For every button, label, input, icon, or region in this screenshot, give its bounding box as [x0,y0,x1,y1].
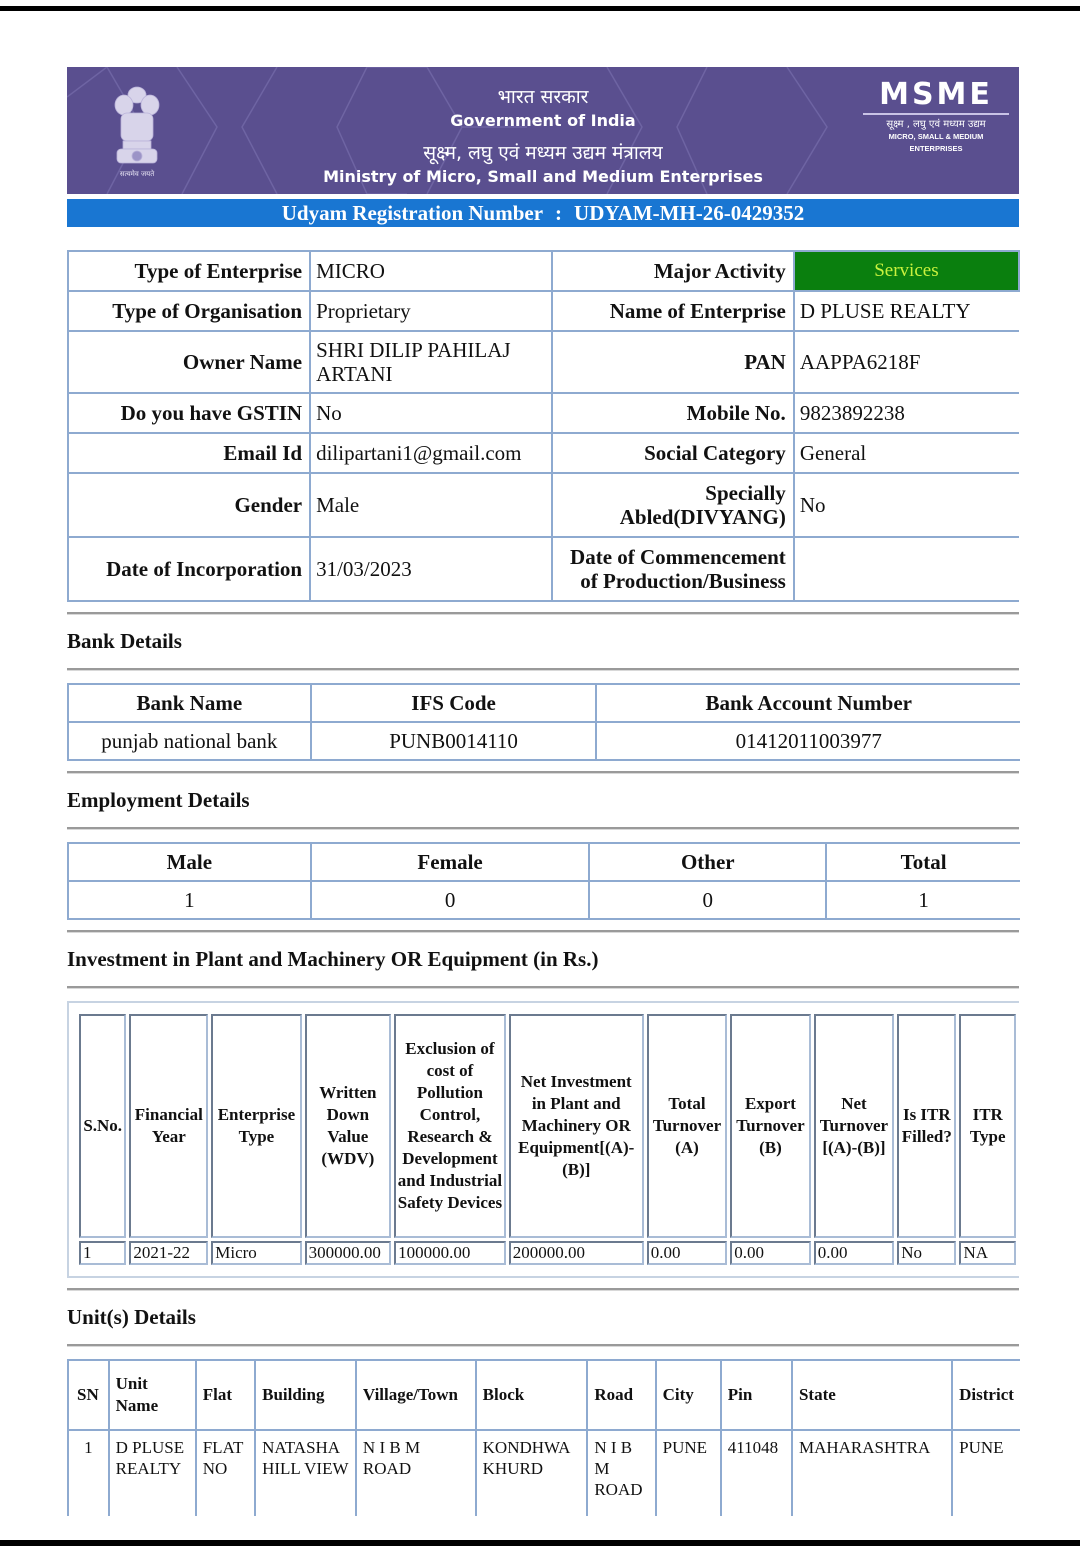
account-number-value: 01412011003977 [596,722,1020,760]
msme-logo-hindi: सूक्ष्म , लघु एवं मध्यम उद्यम [886,119,986,130]
account-number-header: Bank Account Number [596,684,1020,722]
other-count: 0 [589,881,826,919]
gstin-label: Do you have GSTIN [68,393,310,433]
top-border [0,6,1080,11]
table-row [68,331,1019,393]
female-count: 0 [311,881,590,919]
road-header: Road [587,1360,655,1430]
wdv-header: Written Down Value (WDV) [305,1014,392,1238]
net-investment-value: 200000.00 [509,1241,644,1265]
flat-header: Flat [196,1360,255,1430]
investment-table [76,1011,1019,1268]
wdv-value: 300000.00 [305,1241,392,1265]
itr-type-header: ITR Type [959,1014,1016,1238]
table-row [68,537,1019,601]
email-value: dilipartani1@gmail.com [310,433,552,473]
name-of-enterprise-value: D PLUSE REALTY [794,291,1019,331]
svg-text:सत्यमेव जयते: सत्यमेव जयते [119,170,155,178]
unit-details-heading: Unit(s) Details [67,1305,196,1329]
state-value: MAHARASHTRA [792,1430,952,1516]
village-town-header: Village/Town [356,1360,476,1430]
employment-details-heading: Employment Details [67,788,250,812]
investment-table-container [67,1001,1019,1278]
export-turnover-header: Export Turnover (B) [730,1014,810,1238]
sno-value: 1 [79,1241,126,1265]
total-turnover-header: Total Turnover (A) [647,1014,727,1238]
name-of-enterprise-label: Name of Enterprise [552,291,794,331]
govt-title: Government of India [450,111,636,130]
male-count: 1 [68,881,311,919]
type-of-enterprise-label: Type of Enterprise [68,251,310,291]
enterprise-type-header: Enterprise Type [211,1014,301,1238]
sn-header: SN [68,1360,109,1430]
bank-name-value: punjab national bank [68,722,311,760]
type-of-enterprise-value: MICRO [310,251,552,291]
msme-logo-text: MSME [879,77,993,112]
owner-name-label: Owner Name [68,331,310,393]
registration-number-bar [67,199,1019,227]
table-row [68,433,1019,473]
financial-year-header: Financial Year [129,1014,208,1238]
district-value: PUNE [952,1430,1020,1516]
table-row [68,722,1020,760]
table-row [68,251,1019,291]
date-of-commencement-label: Date of Commencement of Production/Business [552,537,794,601]
social-category-label: Social Category [552,433,794,473]
flat-value: FLAT NO [196,1430,255,1516]
table-row [68,473,1019,537]
social-category-value: General [794,433,1019,473]
table-header-row [79,1014,1016,1238]
table-header-row [68,684,1020,722]
date-of-commencement-value [794,537,1019,601]
unit-details-table [67,1359,1020,1516]
ministry-title: Ministry of Micro, Small and Medium Enterprises [323,167,763,186]
table-header-row [68,843,1020,881]
msme-logo-english: MICRO, SMALL & MEDIUM ENTERPRISES [888,132,984,153]
gender-label: Gender [68,473,310,537]
total-count: 1 [826,881,1020,919]
specially-abled-value: No [794,473,1019,537]
exclusion-cost-value: 100000.00 [394,1241,506,1265]
gstin-value: No [310,393,552,433]
major-activity-value: Services [794,251,1019,291]
mobile-value: 9823892238 [794,393,1019,433]
registration-label: Udyam Registration Number [281,201,544,225]
type-of-organisation-value: Proprietary [310,291,552,331]
financial-year-value: 2021-22 [129,1241,208,1265]
pan-value: AAPPA6218F [794,331,1019,393]
email-label: Email Id [68,433,310,473]
city-header: City [656,1360,721,1430]
registration-separator: : [555,201,563,225]
pin-value: 411048 [721,1430,792,1516]
ministry-hindi-title: सूक्ष्म, लघु एवं मध्यम उद्यम मंत्रालय [423,142,663,164]
ifs-code-value: PUNB0014110 [311,722,597,760]
sno-header: S.No. [79,1014,126,1238]
table-row [79,1241,1016,1265]
govt-hindi-title: भारत सरकार [497,86,589,108]
district-header: District [952,1360,1020,1430]
export-turnover-value: 0.00 [730,1241,810,1265]
net-turnover-value: 0.00 [814,1241,894,1265]
block-value: KONDHWA KHURD [476,1430,588,1516]
specially-abled-label: Specially Abled(DIVYANG) [552,473,794,537]
registration-number: UDYAM-MH-26-0429352 [574,201,805,225]
net-investment-header: Net Investment in Plant and Machinery OR Equipment[(A)-(B)] [509,1014,644,1238]
ifs-code-header: IFS Code [311,684,597,722]
unit-name-header: Unit Name [109,1360,196,1430]
date-of-incorporation-label: Date of Incorporation [68,537,310,601]
table-row [68,881,1020,919]
table-row [68,1430,1020,1516]
female-header: Female [311,843,590,881]
bank-details-table [67,683,1020,761]
other-header: Other [589,843,826,881]
employment-details-table [67,842,1020,920]
village-town-value: N I B M ROAD [356,1430,476,1516]
exclusion-cost-header: Exclusion of cost of Pollution Control, Research & Development and Industrial Safety Devices [394,1014,506,1238]
itr-filed-header: Is ITR Filled? [897,1014,956,1238]
ministry-banner [67,67,1019,194]
type-of-organisation-label: Type of Organisation [68,291,310,331]
itr-filed-value: No [897,1241,956,1265]
table-row [68,393,1019,433]
investment-heading: Investment in Plant and Machinery OR Equipment (in Rs.) [67,947,599,971]
total-turnover-value: 0.00 [647,1241,727,1265]
net-turnover-header: Net Turnover [(A)-(B)] [814,1014,894,1238]
city-value: PUNE [656,1430,721,1516]
pan-label: PAN [552,331,794,393]
msme-logo [863,79,1009,155]
sn-value: 1 [68,1430,109,1516]
road-value: N I B M ROAD [587,1430,655,1516]
total-header: Total [826,843,1020,881]
gender-value: Male [310,473,552,537]
state-header: State [792,1360,952,1430]
itr-type-value: NA [959,1241,1016,1265]
msme-logo-divider [863,113,1009,115]
owner-name-value: SHRI DILIP PAHILAJ ARTANI [310,331,552,393]
major-activity-label: Major Activity [552,251,794,291]
bank-details-heading: Bank Details [67,629,182,653]
enterprise-type-value: Micro [211,1241,301,1265]
bottom-border [0,1540,1080,1546]
building-value: NATASHA HILL VIEW [255,1430,356,1516]
enterprise-details-table [67,250,1020,602]
unit-name-value: D PLUSE REALTY [109,1430,196,1516]
male-header: Male [68,843,311,881]
table-row [68,291,1019,331]
udyam-certificate [67,67,1019,1516]
block-header: Block [476,1360,588,1430]
table-header-row [68,1360,1020,1430]
bank-name-header: Bank Name [68,684,311,722]
building-header: Building [255,1360,356,1430]
pin-header: Pin [721,1360,792,1430]
mobile-label: Mobile No. [552,393,794,433]
date-of-incorporation-value: 31/03/2023 [310,537,552,601]
